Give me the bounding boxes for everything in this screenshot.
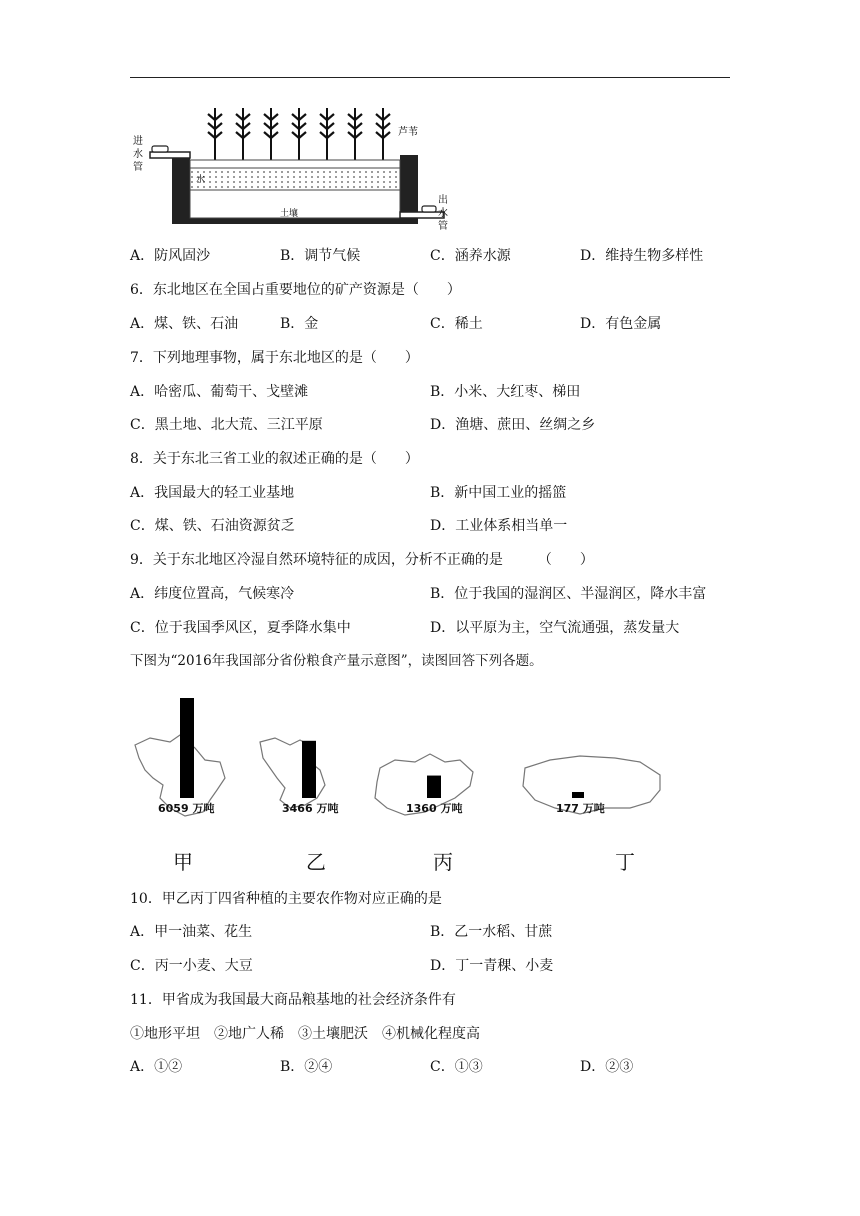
q10-stem: 10．甲乙丙丁四省种植的主要农作物对应正确的是	[130, 891, 442, 907]
q8-option-a[interactable]: A．我国最大的轻工业基地	[130, 485, 295, 501]
q9-option-a[interactable]: A．纬度位置高，气候寒冷	[130, 586, 295, 602]
inlet-pipe	[150, 152, 190, 158]
q9-stem: 9．关于东北地区冷湿自然环境特征的成因，分析不正确的是 （ ）	[130, 552, 594, 568]
grain-bar-jia	[180, 698, 194, 798]
q6-option-d[interactable]: D．有色金属	[580, 316, 662, 332]
outlet-label-2: 水	[438, 208, 448, 219]
grain-bar-yi	[302, 741, 316, 798]
q11-stem: 11．甲省成为我国最大商品粮基地的社会经济条件有	[130, 992, 456, 1008]
grain-bar-ding	[572, 792, 584, 798]
grain-production-figure	[125, 690, 685, 880]
q8-option-d[interactable]: D．工业体系相当单一	[430, 518, 568, 534]
q9-option-b[interactable]: B．位于我国的湿润区、半湿润区，降水丰富	[430, 586, 707, 602]
q11-option-d[interactable]: D．②③	[580, 1059, 634, 1075]
q11-option-c[interactable]: C．①③	[430, 1059, 483, 1075]
q6-option-a[interactable]: A．煤、铁、石油	[130, 316, 239, 332]
q8-stem: 8．关于东北三省工业的叙述正确的是（ ）	[130, 451, 419, 467]
header-rule	[130, 77, 730, 78]
q7-option-d[interactable]: D．渔塘、蔗田、丝绸之乡	[430, 417, 596, 433]
q7-stem: 7．下列地理事物，属于东北地区的是（ ）	[130, 350, 419, 366]
q7-option-a[interactable]: A．哈密瓜、葡萄干、戈壁滩	[130, 384, 309, 400]
q5-option-a[interactable]: A．防风固沙	[130, 248, 211, 264]
outlet-label-3: 管	[438, 221, 448, 232]
q8-option-c[interactable]: C．煤、铁、石油资源贫乏	[130, 518, 295, 534]
figure-intro: 下图为“2016年我国部分省份粮食产量示意图”，读图回答下列各题。	[130, 653, 543, 669]
bar-label-ding: 177 万吨	[556, 802, 605, 815]
q9-option-d[interactable]: D．以平原为主，空气流通强，蒸发量大	[430, 620, 680, 636]
q5-option-d[interactable]: D．维持生物多样性	[580, 248, 704, 264]
q5-option-b[interactable]: B．调节气候	[280, 248, 361, 264]
right-wall	[400, 155, 418, 213]
bar-label-jia: 6059 万吨	[158, 802, 215, 815]
province-label-jia: 甲	[173, 850, 193, 874]
water-label: 水	[196, 175, 206, 185]
outlet-label-1: 出	[438, 195, 448, 206]
q7-option-c[interactable]: C．黑土地、北大荒、三江平原	[130, 417, 323, 433]
soil-label: 土壤	[280, 209, 299, 219]
q11-option-b[interactable]: B．②④	[280, 1059, 333, 1075]
inlet-label-1: 进	[133, 136, 143, 147]
q7-option-b[interactable]: B．小米、大红枣、梯田	[430, 384, 581, 400]
water-layer	[190, 168, 400, 190]
bar-label-yi: 3466 万吨	[282, 802, 339, 815]
wetland-diagram	[130, 100, 450, 235]
province-label-yi: 乙	[306, 850, 326, 874]
q8-option-b[interactable]: B．新中国工业的摇篮	[430, 485, 567, 501]
bar-label-bing: 1360 万吨	[406, 802, 463, 815]
left-wall	[172, 155, 190, 223]
q11-option-a[interactable]: A．①②	[130, 1059, 183, 1075]
q10-option-a[interactable]: A．甲一油菜、花生	[130, 924, 253, 940]
q10-option-d[interactable]: D．丁一青稞、小麦	[430, 958, 554, 974]
inlet-label-3: 管	[133, 162, 143, 173]
q6-option-c[interactable]: C．稀土	[430, 316, 483, 332]
reed-label: 芦苇	[398, 127, 418, 138]
q6-option-b[interactable]: B．金	[280, 316, 319, 332]
q10-option-b[interactable]: B．乙一水稻、甘蔗	[430, 924, 553, 940]
q5-option-c[interactable]: C．涵养水源	[430, 248, 511, 264]
inlet-label-2: 水	[133, 149, 143, 160]
province-label-bing: 丙	[433, 850, 453, 874]
grain-bar-bing	[427, 776, 441, 798]
province-label-ding: 丁	[615, 850, 635, 874]
q9-option-c[interactable]: C．位于我国季风区，夏季降水集中	[130, 620, 351, 636]
q11-conditions: ①地形平坦 ②地广人稀 ③土壤肥沃 ④机械化程度高	[130, 1026, 480, 1042]
q6-stem: 6．东北地区在全国占重要地位的矿产资源是（ ）	[130, 282, 461, 298]
q10-option-c[interactable]: C．丙一小麦、大豆	[130, 958, 253, 974]
